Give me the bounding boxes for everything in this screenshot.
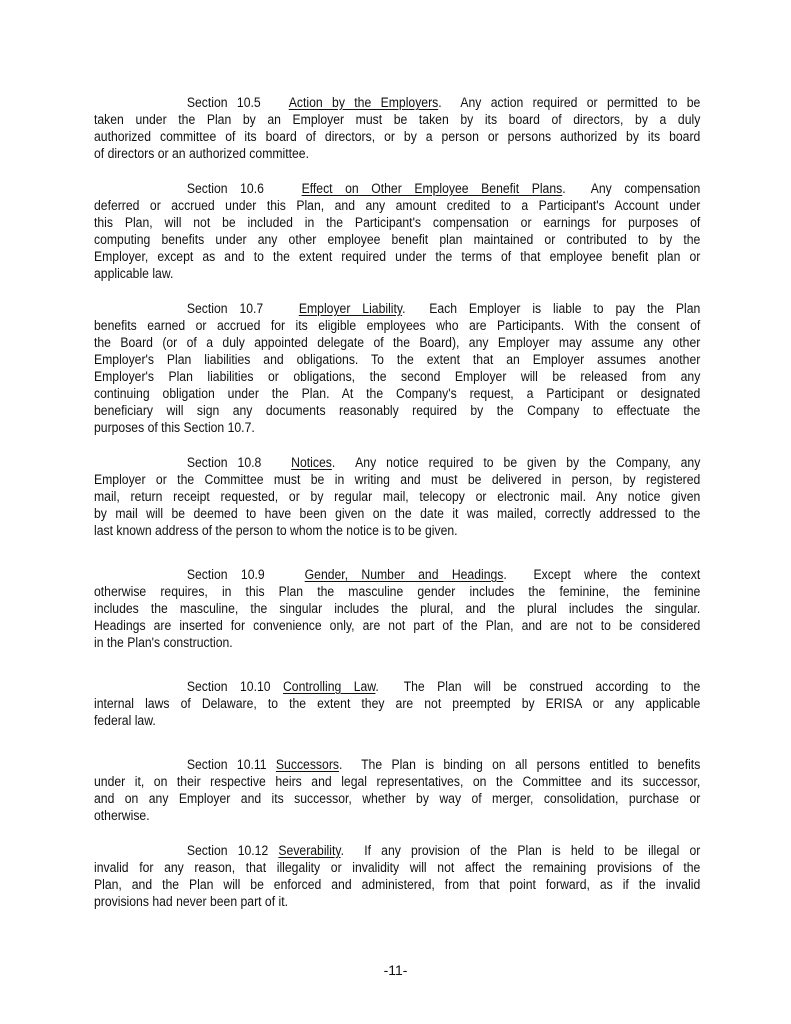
section-first-line: Section 10.5 Action by the Employers. Any action required or permitted to be: [186, 95, 701, 111]
section-number: Section 10.7: [186, 301, 264, 317]
section-text-line: otherwise requires, in this Plan the masculine gender includes the feminine, the feminine: [94, 584, 701, 600]
section-text-line: applicable law.: [94, 266, 174, 282]
section-10-10: [94, 679, 700, 730]
section-text-line: and on any Employer and its successor, whether by way of merger, consolidation, purchase or: [94, 791, 701, 807]
section-first-line: Section 10.10 Controlling Law. The Plan will be construed according to the: [186, 679, 701, 695]
section-number: Section 10.5: [186, 95, 261, 111]
section-text-line: the Board (or of a duly appointed delegate of the Board), any Employer may assume any other: [94, 335, 701, 351]
section-text: Except where the context: [533, 567, 701, 583]
section-text-line: Headings are inserted for convenience only, are not part of the Plan, and are not to be considered: [94, 618, 701, 634]
section-first-line: Section 10.12 Severability. If any provision of the Plan is held to be illegal or: [186, 843, 701, 859]
section-heading: Action by the Employers: [288, 95, 439, 111]
section-number: Section 10.10: [186, 679, 271, 695]
section-text-line: last known address of the person to whom the notice is to be given.: [94, 523, 458, 539]
section-text-line: computing benefits under any other employee benefit plan maintained or contributed to by the: [94, 232, 701, 248]
section-text: The Plan is binding on all persons entitled to benefits: [361, 757, 701, 773]
section-text-line: of directors or an authorized committee.: [94, 146, 309, 162]
section-number: Section 10.8: [186, 455, 262, 471]
section-text-line: Employer or the Committee must be in writing and must be delivered in person, by registered: [94, 472, 701, 488]
section-heading: Successors: [275, 757, 339, 773]
section-number: Section 10.6: [186, 181, 264, 197]
section-heading: Gender, Number and Headings: [304, 567, 504, 583]
section-number: Section 10.9: [186, 567, 265, 583]
section-text-line: federal law.: [94, 713, 156, 729]
section-heading: Employer Liability: [298, 301, 403, 317]
section-text-line: Plan, and the Plan will be enforced and administered, from that point forward, as if the invalid: [94, 877, 701, 893]
section-10-8: [94, 455, 700, 540]
section-text: If any provision of the Plan is held to be illegal or: [364, 843, 701, 859]
section-text-line: Employer's Plan liabilities or obligations, the second Employer will be released from any: [94, 369, 701, 385]
section-text-line: this Plan, will not be included in the Participant's compensation or earnings for purposes of: [94, 215, 701, 231]
section-first-line: Section 10.11 Successors. The Plan is binding on all persons entitled to benefits: [186, 757, 701, 773]
section-10-9: [94, 567, 700, 652]
section-first-line: Section 10.9 Gender, Number and Headings. Except where the context: [186, 567, 701, 583]
section-number: Section 10.11: [186, 757, 267, 773]
page-number: -11-: [383, 962, 408, 978]
section-text-line: taken under the Plan by an Employer must be taken by its board of directors, by a duly: [94, 112, 701, 128]
section-first-line: Section 10.6 Effect on Other Employee Benefit Plans. Any compensation: [186, 181, 701, 197]
section-text-line: invalid for any reason, that illegality or invalidity will not affect the remaining provisions of the: [94, 860, 701, 876]
section-text-line: mail, return receipt requested, or by regular mail, telecopy or electronic mail. Any notice given: [94, 489, 701, 505]
section-text: Any notice required to be given by the Company, any: [355, 455, 701, 471]
section-heading: Notices: [291, 455, 332, 471]
section-heading: Effect on Other Employee Benefit Plans: [301, 181, 563, 197]
section-text-line: internal laws of Delaware, to the extent they are not preempted by ERISA or any applicable: [94, 696, 701, 712]
section-text-line: benefits earned or accrued for its eligible employees who are Participants. With the consent of: [94, 318, 701, 334]
section-10-6: [94, 181, 700, 283]
section-10-11: [94, 757, 700, 825]
section-first-line: Section 10.7 Employer Liability. Each Employer is liable to pay the Plan: [186, 301, 701, 317]
section-10-12: [94, 843, 700, 911]
section-text-line: otherwise.: [94, 808, 150, 824]
section-text-line: by mail will be deemed to have been given on the date it was mailed, correctly addressed to the: [94, 506, 701, 522]
section-text-line: deferred or accrued under this Plan, and any amount credited to a Participant's Account under: [94, 198, 701, 214]
section-text-line: includes the masculine, the singular includes the plural, and the plural includes the singular.: [94, 601, 701, 617]
section-text-line: Employer's Plan liabilities and obligations. To the extent that an Employer assumes another: [94, 352, 701, 368]
section-text: Any compensation: [590, 181, 701, 197]
section-text: Any action required or permitted to be: [460, 95, 701, 111]
section-heading: Severability: [278, 843, 341, 859]
section-text-line: beneficiary will sign any documents reasonably required by the Company to effectuate the: [94, 403, 701, 419]
section-number: Section 10.12: [186, 843, 269, 859]
section-text-line: Employer, except as and to the extent required under the terms of that employee benefit plan or: [94, 249, 701, 265]
section-text: The Plan will be construed according to the: [403, 679, 701, 695]
section-heading: Controlling Law: [282, 679, 376, 695]
section-first-line: Section 10.8 Notices. Any notice required to be given by the Company, any: [186, 455, 701, 471]
section-text-line: authorized committee of its board of directors, or by a person or persons authorized by its board: [94, 129, 701, 145]
section-text-line: continuing obligation under the Plan. At the Company's request, a Participant or designated: [94, 386, 701, 402]
section-text-line: purposes of this Section 10.7.: [94, 420, 255, 436]
section-10-5: [94, 95, 700, 163]
section-text-line: under it, on their respective heirs and legal representatives, on the Committee and its successor,: [94, 774, 701, 790]
section-text: Each Employer is liable to pay the Plan: [429, 301, 701, 317]
section-text-line: in the Plan's construction.: [94, 635, 233, 651]
section-text-line: provisions had never been part of it.: [94, 894, 288, 910]
section-10-7: [94, 301, 700, 437]
